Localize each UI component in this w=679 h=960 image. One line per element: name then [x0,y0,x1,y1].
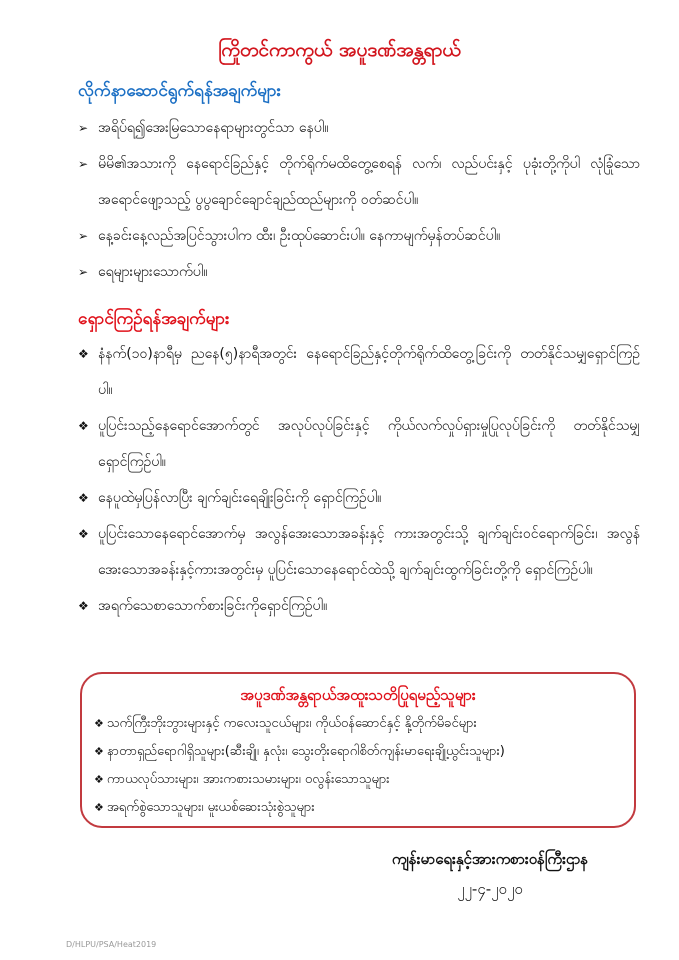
list-item: ❖ သက်ကြီးဘိုးဘွားများနှင့် ကလေးသူငယ်များ၊ ကိုယ်ဝန်ဆောင်နှင့် နို့တိုက်မိခင်များ [94,716,477,731]
diamond-bullet-icon: ❖ [78,347,89,361]
arrow-bullet-icon: ➢ [78,229,89,243]
issue-date: ၂၂-၄-၂၀၂၀ [457,880,523,898]
list-item: ❖ ပူပြင်းသည့်နေရောင်အောက်တွင် အလုပ်လုပ်ခြင်းနှင့် ကိုယ်လက်လှုပ်ရှားမှုပြုလုပ်ခြင်းကို တတ်နိုင်သမျှရှောင်ကြဉ်ပါ။ [78,408,640,480]
list-item: ❖ နာတာရှည်ရောဂါရှိသူများ(ဆီးချို၊ နှလုံး၊ သွေးတိုးရောဂါစိတ်ကျန်းမာရေးချို့ယွင်းသူများ) [94,744,505,759]
arrow-bullet-icon: ➢ [78,265,89,279]
list-item: ➢ အရိပ်ရ၍အေးမြသောနေရာများတွင်သာ နေပါ။ [78,110,640,146]
diamond-bullet-icon: ❖ [78,599,89,613]
list-item: ❖ နံနက်(၁၀)နာရီမှ ညနေ(၅)နာရီအတွင်း နေရောင်ခြည်နှင့်တိုက်ရိုက်ထိတွေ့ခြင်းကို တတ်နိုင်သမျှရှောင်ကြဉ်ပါ။ [78,336,640,408]
do-heading: လိုက်နာဆောင်ရွက်ရန်အချက်များ [78,81,281,101]
diamond-bullet-icon: ❖ [78,527,89,541]
list-item: ❖ ကာယလုပ်သားများ၊ အားကစားသမားများ၊ ဝလွန်းသောသူများ [94,772,390,787]
avoid-heading: ရှောင်ကြဉ်ရန်အချက်များ [78,309,230,329]
list-item: ❖ အရက်သေစာသောက်စားခြင်းကိုရှောင်ကြဉ်ပါ။ [78,588,640,624]
risk-box-heading: အပူဒဏ်အန္တရာယ်အထူးသတိပြုရမည့်သူများ [240,686,476,704]
document-title: ကြိုတင်ကာကွယ် အပူဒဏ်အန္တရာယ် [218,39,461,61]
do-list [78,110,640,290]
footer-code: D/HLPU/PSA/Heat2019 [66,940,157,949]
list-item: ❖ အရက်စွဲသောသူများ၊ မူးယစ်ဆေးသုံးစွဲသူများ [94,800,315,815]
list-item: ➢ နေ့ခင်းနေ့လည်အပြင်သွားပါက ထီး၊ ဦးထုပ်ဆောင်းပါ။ နေကာမျက်မှန်တပ်ဆင်ပါ။ [78,218,640,254]
avoid-list [78,336,640,624]
diamond-bullet-icon: ❖ [94,801,104,814]
risk-groups-box [80,672,636,828]
list-item: ➢ မိမိ၏အသားကို နေရောင်ခြည်နှင့် တိုက်ရိုက်မထိတွေ့စေရန် လက်၊ လည်ပင်းနှင့် ပုခုံးတို့ကိုပါ လုံခြုံသောအရောင်ဖျော့သည့် ပွပွချောင်ချောင်ချည်ထည်များကို ဝတ်ဆင်ပါ။ [78,146,640,218]
diamond-bullet-icon: ❖ [78,491,89,505]
arrow-bullet-icon: ➢ [78,121,89,135]
diamond-bullet-icon: ❖ [94,745,104,758]
diamond-bullet-icon: ❖ [94,773,104,786]
arrow-bullet-icon: ➢ [78,157,89,171]
list-item: ❖ နေပူထဲမှပြန်လာပြီး ချက်ချင်းရေချိုးခြင်းကို ရှောင်ကြဉ်ပါ။ [78,480,640,516]
ministry-signature: ကျန်းမာရေးနှင့်အားကစားဝန်ကြီးဌာန [391,850,589,868]
list-item: ❖ ပူပြင်းသောနေရောင်အောက်မှ အလွန်အေးသောအခန်းနှင့် ကားအတွင်းသို့ ချက်ချင်းဝင်ရောက်ခြင်း၊ အလွန်အေးသောအခန်းနှင့်ကားအတွင်းမှ ပူပြင်းသောနေရောင်ထဲသို့ ချက်ချင်းထွက်ခြင်းတို့ကို ရှောင်ကြဉ်ပါ။ [78,516,640,588]
list-item: ➢ ရေများများသောက်ပါ။ [78,254,640,290]
diamond-bullet-icon: ❖ [94,717,104,730]
diamond-bullet-icon: ❖ [78,419,89,433]
risk-list [94,710,634,822]
